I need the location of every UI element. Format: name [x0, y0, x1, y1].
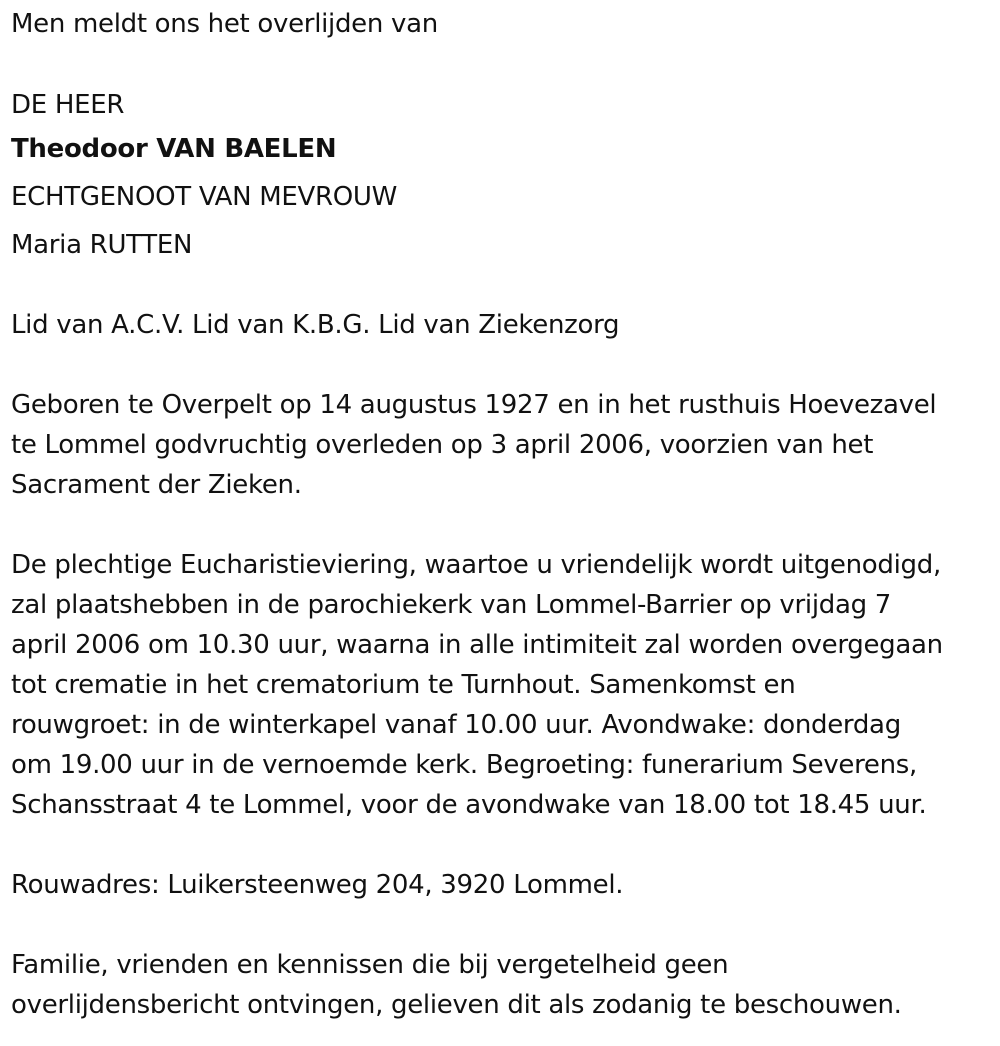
birth-death-paragraph — [11, 385, 996, 505]
address-line: Rouwadres: Luikersteenweg 204, 3920 Lommel. — [11, 870, 624, 900]
ceremony-paragraph — [11, 545, 996, 825]
paragraph-line: april 2006 om 10.30 uur, waarna in alle intimiteit zal worden overgegaan — [11, 630, 943, 660]
paragraph-line: om 19.00 uur in de vernoemde kerk. Begroeting: funerarium Severens, — [11, 750, 918, 780]
paragraph-line: Schansstraat 4 te Lommel, voor de avondwake van 18.00 tot 18.45 uur. — [11, 790, 927, 820]
paragraph-line: te Lommel godvruchtig overleden op 3 april 2006, voorzien van het — [11, 430, 874, 460]
spouse-name: Maria RUTTEN — [11, 230, 193, 260]
paragraph-line: rouwgroet: in de winterkapel vanaf 10.00 uur. Avondwake: donderdag — [11, 710, 901, 740]
title-line: DE HEER — [11, 90, 125, 120]
deceased-name: Theodoor VAN BAELEN — [11, 134, 337, 164]
obituary-notice — [11, 4, 996, 1025]
spouse-label: ECHTGENOOT VAN MEVROUW — [11, 182, 398, 212]
memberships-line: Lid van A.C.V. Lid van K.B.G. Lid van Ziekenzorg — [11, 310, 620, 340]
paragraph-line: tot crematie in het crematorium te Turnhout. Samenkomst en — [11, 670, 796, 700]
paragraph-line: zal plaatshebben in de parochiekerk van Lommel-Barrier op vrijdag 7 — [11, 590, 891, 620]
closing-paragraph — [11, 945, 996, 1025]
paragraph-line: Familie, vrienden en kennissen die bij vergetelheid geen — [11, 950, 729, 980]
intro-line: Men meldt ons het overlijden van — [11, 9, 438, 39]
paragraph-line: Sacrament der Zieken. — [11, 470, 302, 500]
paragraph-line: De plechtige Eucharistieviering, waartoe u vriendelijk wordt uitgenodigd, — [11, 550, 941, 580]
paragraph-line: Geboren te Overpelt op 14 augustus 1927 en in het rusthuis Hoevezavel — [11, 390, 937, 420]
paragraph-line: overlijdensbericht ontvingen, gelieven dit als zodanig te beschouwen. — [11, 990, 902, 1020]
